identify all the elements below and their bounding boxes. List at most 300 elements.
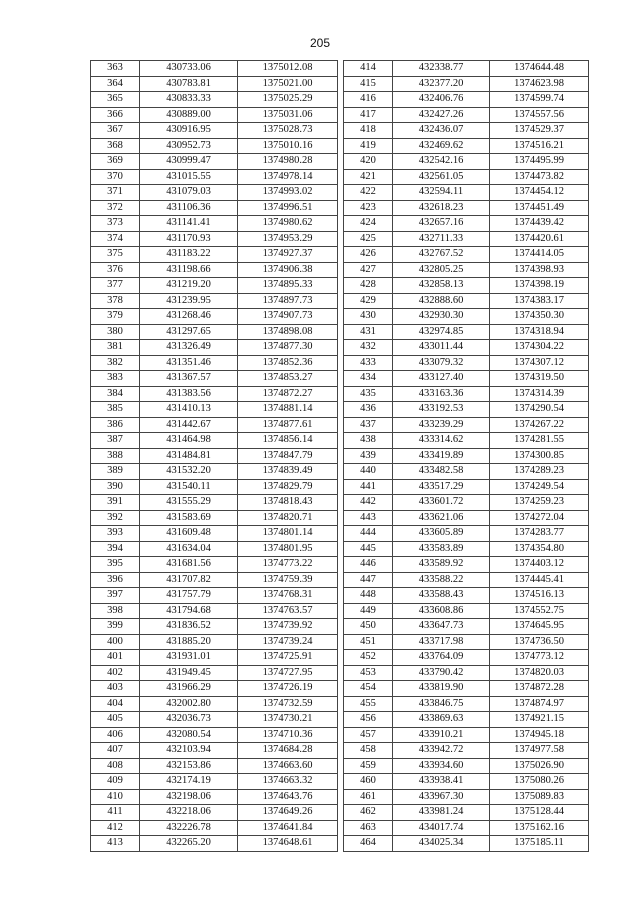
table-row: [344, 154, 589, 170]
table-row: [344, 169, 589, 185]
x-coordinate-cell: 432338.77: [393, 61, 490, 77]
y-coordinate-cell: 1374763.57: [238, 603, 338, 619]
y-coordinate-cell: 1375185.11: [490, 836, 589, 852]
x-coordinate-cell: 432561.05: [393, 169, 490, 185]
point-number-cell: 378: [91, 293, 140, 309]
x-coordinate-cell: 433764.09: [393, 650, 490, 666]
y-coordinate-cell: 1374927.37: [238, 247, 338, 263]
table-row: [91, 588, 338, 604]
point-number-cell: 449: [344, 603, 393, 619]
point-number-cell: 397: [91, 588, 140, 604]
y-coordinate-cell: 1374398.19: [490, 278, 589, 294]
point-number-cell: 399: [91, 619, 140, 635]
point-number-cell: 450: [344, 619, 393, 635]
table-row: [91, 92, 338, 108]
table-row: [344, 417, 589, 433]
point-number-cell: 364: [91, 76, 140, 92]
x-coordinate-cell: 433589.92: [393, 557, 490, 573]
table-row: [344, 588, 589, 604]
x-coordinate-cell: 431966.29: [140, 681, 238, 697]
y-coordinate-cell: 1374318.94: [490, 324, 589, 340]
table-row: [344, 820, 589, 836]
point-number-cell: 417: [344, 107, 393, 123]
point-number-cell: 426: [344, 247, 393, 263]
table-row: [344, 619, 589, 635]
point-number-cell: 424: [344, 216, 393, 232]
point-number-cell: 395: [91, 557, 140, 573]
y-coordinate-cell: 1375021.00: [238, 76, 338, 92]
point-number-cell: 420: [344, 154, 393, 170]
point-number-cell: 402: [91, 665, 140, 681]
table-row: [344, 402, 589, 418]
point-number-cell: 373: [91, 216, 140, 232]
table-row: [91, 247, 338, 263]
table-row: [344, 603, 589, 619]
table-row: [344, 371, 589, 387]
x-coordinate-cell: 431484.81: [140, 448, 238, 464]
point-number-cell: 369: [91, 154, 140, 170]
x-coordinate-cell: 431219.20: [140, 278, 238, 294]
point-number-cell: 443: [344, 510, 393, 526]
point-number-cell: 453: [344, 665, 393, 681]
y-coordinate-cell: 1374451.49: [490, 200, 589, 216]
point-number-cell: 455: [344, 696, 393, 712]
table-row: [91, 743, 338, 759]
y-coordinate-cell: 1374726.19: [238, 681, 338, 697]
table-row: [91, 495, 338, 511]
table-row: [344, 262, 589, 278]
table-row: [344, 681, 589, 697]
table-row: [91, 448, 338, 464]
x-coordinate-cell: 433790.42: [393, 665, 490, 681]
x-coordinate-cell: 433163.36: [393, 386, 490, 402]
point-number-cell: 446: [344, 557, 393, 573]
x-coordinate-cell: 431383.56: [140, 386, 238, 402]
point-number-cell: 448: [344, 588, 393, 604]
y-coordinate-cell: 1374906.38: [238, 262, 338, 278]
table-row: [91, 712, 338, 728]
x-coordinate-cell: 431268.46: [140, 309, 238, 325]
y-coordinate-cell: 1374516.13: [490, 588, 589, 604]
x-coordinate-cell: 431555.29: [140, 495, 238, 511]
y-coordinate-cell: 1374874.97: [490, 696, 589, 712]
x-coordinate-cell: 431885.20: [140, 634, 238, 650]
point-number-cell: 389: [91, 464, 140, 480]
table-row: [344, 774, 589, 790]
x-coordinate-cell: 433588.43: [393, 588, 490, 604]
y-coordinate-cell: 1374847.79: [238, 448, 338, 464]
x-coordinate-cell: 432974.85: [393, 324, 490, 340]
x-coordinate-cell: 431410.13: [140, 402, 238, 418]
table-row: [91, 510, 338, 526]
y-coordinate-cell: 1374739.24: [238, 634, 338, 650]
y-coordinate-cell: 1374853.27: [238, 371, 338, 387]
table-row: [91, 696, 338, 712]
x-coordinate-cell: 432080.54: [140, 727, 238, 743]
x-coordinate-cell: 430952.73: [140, 138, 238, 154]
x-coordinate-cell: 433910.21: [393, 727, 490, 743]
y-coordinate-cell: 1374872.28: [490, 681, 589, 697]
x-coordinate-cell: 433981.24: [393, 805, 490, 821]
y-coordinate-cell: 1374881.14: [238, 402, 338, 418]
y-coordinate-cell: 1374663.32: [238, 774, 338, 790]
y-coordinate-cell: 1374454.12: [490, 185, 589, 201]
point-number-cell: 435: [344, 386, 393, 402]
point-number-cell: 411: [91, 805, 140, 821]
x-coordinate-cell: 430999.47: [140, 154, 238, 170]
point-number-cell: 416: [344, 92, 393, 108]
table-row: [91, 665, 338, 681]
point-number-cell: 382: [91, 355, 140, 371]
y-coordinate-cell: 1374996.51: [238, 200, 338, 216]
x-coordinate-cell: 432377.20: [393, 76, 490, 92]
table-row: [91, 200, 338, 216]
point-number-cell: 464: [344, 836, 393, 852]
point-number-cell: 383: [91, 371, 140, 387]
y-coordinate-cell: 1375089.83: [490, 789, 589, 805]
table-row: [91, 774, 338, 790]
x-coordinate-cell: 431931.01: [140, 650, 238, 666]
y-coordinate-cell: 1374898.08: [238, 324, 338, 340]
y-coordinate-cell: 1374820.03: [490, 665, 589, 681]
x-coordinate-cell: 432805.25: [393, 262, 490, 278]
x-coordinate-cell: 433717.98: [393, 634, 490, 650]
point-number-cell: 442: [344, 495, 393, 511]
x-coordinate-cell: 430733.06: [140, 61, 238, 77]
y-coordinate-cell: 1374768.31: [238, 588, 338, 604]
x-coordinate-cell: 433869.63: [393, 712, 490, 728]
x-coordinate-cell: 433819.90: [393, 681, 490, 697]
point-number-cell: 367: [91, 123, 140, 139]
point-number-cell: 363: [91, 61, 140, 77]
y-coordinate-cell: 1374259.23: [490, 495, 589, 511]
point-number-cell: 403: [91, 681, 140, 697]
x-coordinate-cell: 432406.76: [393, 92, 490, 108]
point-number-cell: 405: [91, 712, 140, 728]
y-coordinate-cell: 1374645.95: [490, 619, 589, 635]
table-row: [91, 216, 338, 232]
x-coordinate-cell: 430889.00: [140, 107, 238, 123]
x-coordinate-cell: 433517.29: [393, 479, 490, 495]
y-coordinate-cell: 1375080.26: [490, 774, 589, 790]
x-coordinate-cell: 432226.78: [140, 820, 238, 836]
x-coordinate-cell: 432930.30: [393, 309, 490, 325]
x-coordinate-cell: 431464.98: [140, 433, 238, 449]
table-row: [344, 448, 589, 464]
x-coordinate-cell: 431532.20: [140, 464, 238, 480]
x-coordinate-cell: 432265.20: [140, 836, 238, 852]
point-number-cell: 439: [344, 448, 393, 464]
table-row: [344, 510, 589, 526]
y-coordinate-cell: 1374801.14: [238, 526, 338, 542]
x-coordinate-cell: 432767.52: [393, 247, 490, 263]
y-coordinate-cell: 1374641.84: [238, 820, 338, 836]
point-number-cell: 430: [344, 309, 393, 325]
point-number-cell: 374: [91, 231, 140, 247]
point-number-cell: 365: [91, 92, 140, 108]
x-coordinate-cell: 432174.19: [140, 774, 238, 790]
point-number-cell: 445: [344, 541, 393, 557]
x-coordinate-cell: 432198.06: [140, 789, 238, 805]
y-coordinate-cell: 1374977.58: [490, 743, 589, 759]
table-row: [91, 417, 338, 433]
point-number-cell: 398: [91, 603, 140, 619]
table-row: [91, 634, 338, 650]
y-coordinate-cell: 1374552.75: [490, 603, 589, 619]
point-number-cell: 387: [91, 433, 140, 449]
table-row: [344, 526, 589, 542]
y-coordinate-cell: 1374319.50: [490, 371, 589, 387]
x-coordinate-cell: 434017.74: [393, 820, 490, 836]
y-coordinate-cell: 1374773.12: [490, 650, 589, 666]
y-coordinate-cell: 1374473.82: [490, 169, 589, 185]
table-row: [91, 138, 338, 154]
y-coordinate-cell: 1374818.43: [238, 495, 338, 511]
table-row: [344, 650, 589, 666]
y-coordinate-cell: 1374663.60: [238, 758, 338, 774]
table-row: [344, 324, 589, 340]
table-row: [91, 309, 338, 325]
x-coordinate-cell: 432594.11: [393, 185, 490, 201]
x-coordinate-cell: 431367.57: [140, 371, 238, 387]
point-number-cell: 392: [91, 510, 140, 526]
table-row: [344, 727, 589, 743]
x-coordinate-cell: 432888.60: [393, 293, 490, 309]
y-coordinate-cell: 1375012.08: [238, 61, 338, 77]
point-number-cell: 394: [91, 541, 140, 557]
y-coordinate-cell: 1375025.29: [238, 92, 338, 108]
y-coordinate-cell: 1374839.49: [238, 464, 338, 480]
table-row: [91, 433, 338, 449]
y-coordinate-cell: 1375031.06: [238, 107, 338, 123]
y-coordinate-cell: 1374403.12: [490, 557, 589, 573]
y-coordinate-cell: 1374350.30: [490, 309, 589, 325]
table-row: [91, 836, 338, 852]
x-coordinate-cell: 433314.62: [393, 433, 490, 449]
point-number-cell: 377: [91, 278, 140, 294]
point-number-cell: 385: [91, 402, 140, 418]
y-coordinate-cell: 1374877.61: [238, 417, 338, 433]
y-coordinate-cell: 1374516.21: [490, 138, 589, 154]
x-coordinate-cell: 433192.53: [393, 402, 490, 418]
y-coordinate-cell: 1374283.77: [490, 526, 589, 542]
x-coordinate-cell: 431757.79: [140, 588, 238, 604]
table-row: [344, 758, 589, 774]
point-number-cell: 440: [344, 464, 393, 480]
point-number-cell: 390: [91, 479, 140, 495]
table-row: [344, 743, 589, 759]
y-coordinate-cell: 1374304.22: [490, 340, 589, 356]
x-coordinate-cell: 432218.06: [140, 805, 238, 821]
y-coordinate-cell: 1374732.59: [238, 696, 338, 712]
point-number-cell: 391: [91, 495, 140, 511]
table-row: [344, 61, 589, 77]
point-number-cell: 444: [344, 526, 393, 542]
point-number-cell: 376: [91, 262, 140, 278]
x-coordinate-cell: 433846.75: [393, 696, 490, 712]
table-row: [91, 541, 338, 557]
y-coordinate-cell: 1374398.93: [490, 262, 589, 278]
x-coordinate-cell: 431198.66: [140, 262, 238, 278]
table-row: [344, 572, 589, 588]
x-coordinate-cell: 433967.30: [393, 789, 490, 805]
y-coordinate-cell: 1375026.90: [490, 758, 589, 774]
table-row: [91, 185, 338, 201]
point-number-cell: 451: [344, 634, 393, 650]
y-coordinate-cell: 1374856.14: [238, 433, 338, 449]
y-coordinate-cell: 1374978.14: [238, 169, 338, 185]
point-number-cell: 408: [91, 758, 140, 774]
y-coordinate-cell: 1374980.28: [238, 154, 338, 170]
y-coordinate-cell: 1374945.18: [490, 727, 589, 743]
x-coordinate-cell: 433079.32: [393, 355, 490, 371]
y-coordinate-cell: 1374829.79: [238, 479, 338, 495]
table-row: [91, 386, 338, 402]
y-coordinate-cell: 1374557.56: [490, 107, 589, 123]
y-coordinate-cell: 1374649.26: [238, 805, 338, 821]
y-coordinate-cell: 1374414.05: [490, 247, 589, 263]
x-coordinate-cell: 430833.33: [140, 92, 238, 108]
table-row: [344, 789, 589, 805]
table-row: [344, 557, 589, 573]
x-coordinate-cell: 433938.41: [393, 774, 490, 790]
table-row: [91, 293, 338, 309]
table-row: [344, 696, 589, 712]
x-coordinate-cell: 431707.82: [140, 572, 238, 588]
point-number-cell: 463: [344, 820, 393, 836]
x-coordinate-cell: 433011.44: [393, 340, 490, 356]
point-number-cell: 452: [344, 650, 393, 666]
table-row: [91, 820, 338, 836]
x-coordinate-cell: 433647.73: [393, 619, 490, 635]
x-coordinate-cell: 431681.56: [140, 557, 238, 573]
x-coordinate-cell: 431442.67: [140, 417, 238, 433]
point-number-cell: 372: [91, 200, 140, 216]
y-coordinate-cell: 1374725.91: [238, 650, 338, 666]
table-row: [344, 278, 589, 294]
table-row: [344, 479, 589, 495]
y-coordinate-cell: 1374877.30: [238, 340, 338, 356]
table-row: [91, 650, 338, 666]
table-row: [344, 464, 589, 480]
y-coordinate-cell: 1374730.21: [238, 712, 338, 728]
point-number-cell: 454: [344, 681, 393, 697]
table-row: [91, 758, 338, 774]
x-coordinate-cell: 431583.69: [140, 510, 238, 526]
point-number-cell: 379: [91, 309, 140, 325]
x-coordinate-cell: 432036.73: [140, 712, 238, 728]
point-number-cell: 423: [344, 200, 393, 216]
x-coordinate-cell: 431015.55: [140, 169, 238, 185]
point-number-cell: 375: [91, 247, 140, 263]
x-coordinate-cell: 431170.93: [140, 231, 238, 247]
point-number-cell: 461: [344, 789, 393, 805]
y-coordinate-cell: 1374727.95: [238, 665, 338, 681]
table-row: [91, 355, 338, 371]
y-coordinate-cell: 1374773.22: [238, 557, 338, 573]
x-coordinate-cell: 433419.89: [393, 448, 490, 464]
x-coordinate-cell: 432103.94: [140, 743, 238, 759]
x-coordinate-cell: 432711.33: [393, 231, 490, 247]
y-coordinate-cell: 1374420.61: [490, 231, 589, 247]
y-coordinate-cell: 1374495.99: [490, 154, 589, 170]
point-number-cell: 404: [91, 696, 140, 712]
point-number-cell: 462: [344, 805, 393, 821]
x-coordinate-cell: 432542.16: [393, 154, 490, 170]
y-coordinate-cell: 1374529.37: [490, 123, 589, 139]
y-coordinate-cell: 1374684.28: [238, 743, 338, 759]
y-coordinate-cell: 1374801.95: [238, 541, 338, 557]
y-coordinate-cell: 1374249.54: [490, 479, 589, 495]
y-coordinate-cell: 1374895.33: [238, 278, 338, 294]
y-coordinate-cell: 1374599.74: [490, 92, 589, 108]
table-row: [344, 309, 589, 325]
y-coordinate-cell: 1374993.02: [238, 185, 338, 201]
y-coordinate-cell: 1374290.54: [490, 402, 589, 418]
x-coordinate-cell: 430916.95: [140, 123, 238, 139]
point-number-cell: 401: [91, 650, 140, 666]
point-number-cell: 459: [344, 758, 393, 774]
y-coordinate-cell: 1374648.61: [238, 836, 338, 852]
point-number-cell: 441: [344, 479, 393, 495]
point-number-cell: 410: [91, 789, 140, 805]
y-coordinate-cell: 1374710.36: [238, 727, 338, 743]
x-coordinate-cell: 432427.26: [393, 107, 490, 123]
table-row: [344, 107, 589, 123]
point-number-cell: 396: [91, 572, 140, 588]
table-row: [91, 464, 338, 480]
point-number-cell: 425: [344, 231, 393, 247]
x-coordinate-cell: 431183.22: [140, 247, 238, 263]
table-row: [91, 479, 338, 495]
point-number-cell: 381: [91, 340, 140, 356]
point-number-cell: 429: [344, 293, 393, 309]
table-row: [344, 340, 589, 356]
table-row: [91, 557, 338, 573]
point-number-cell: 456: [344, 712, 393, 728]
table-row: [91, 61, 338, 77]
table-row: [344, 634, 589, 650]
point-number-cell: 427: [344, 262, 393, 278]
y-coordinate-cell: 1374354.80: [490, 541, 589, 557]
y-coordinate-cell: 1374272.04: [490, 510, 589, 526]
point-number-cell: 393: [91, 526, 140, 542]
table-row: [91, 727, 338, 743]
table-row: [344, 123, 589, 139]
x-coordinate-cell: 432436.07: [393, 123, 490, 139]
point-number-cell: 432: [344, 340, 393, 356]
x-coordinate-cell: 431634.04: [140, 541, 238, 557]
x-coordinate-cell: 433605.89: [393, 526, 490, 542]
y-coordinate-cell: 1375162.16: [490, 820, 589, 836]
point-number-cell: 433: [344, 355, 393, 371]
table-row: [91, 681, 338, 697]
y-coordinate-cell: 1375028.73: [238, 123, 338, 139]
x-coordinate-cell: 432469.62: [393, 138, 490, 154]
table-row: [344, 76, 589, 92]
table-row: [91, 789, 338, 805]
x-coordinate-cell: 433934.60: [393, 758, 490, 774]
point-number-cell: 407: [91, 743, 140, 759]
point-number-cell: 409: [91, 774, 140, 790]
y-coordinate-cell: 1374736.50: [490, 634, 589, 650]
y-coordinate-cell: 1374820.71: [238, 510, 338, 526]
table-row: [344, 433, 589, 449]
point-number-cell: 386: [91, 417, 140, 433]
point-number-cell: 406: [91, 727, 140, 743]
table-row: [344, 138, 589, 154]
x-coordinate-cell: 430783.81: [140, 76, 238, 92]
